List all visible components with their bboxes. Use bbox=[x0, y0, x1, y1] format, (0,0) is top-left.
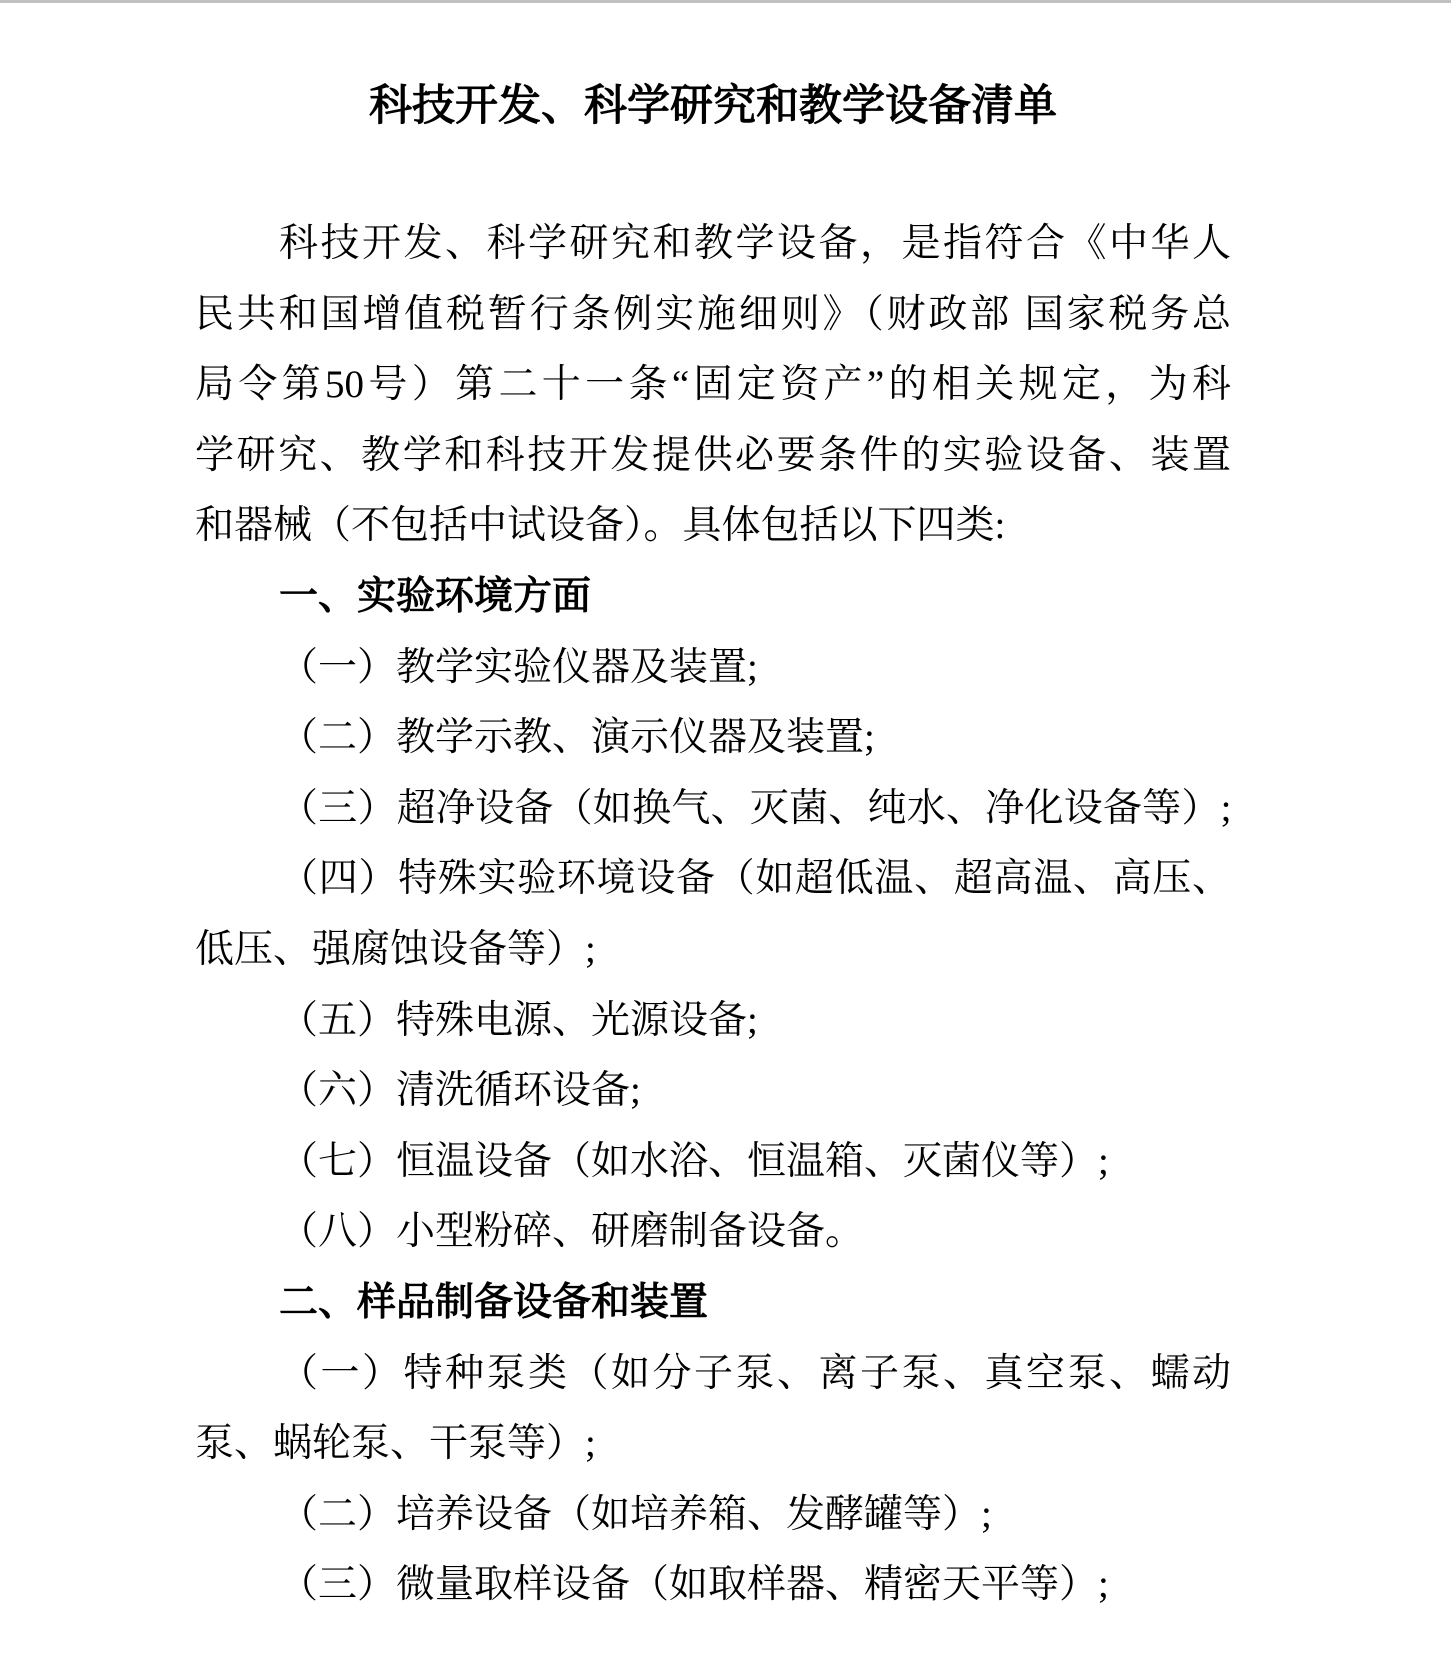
list-item-line: （一）教学实验仪器及装置; bbox=[279, 645, 758, 689]
list-item-line: （七）恒温设备（如水浴、恒温箱、灭菌仪等）; bbox=[279, 1139, 1109, 1183]
intro-line: 局令第50号）第二十一条“固定资产”的相关规定，为科 bbox=[195, 363, 1231, 407]
intro-line: 学研究、教学和科技开发提供必要条件的实验设备、装置 bbox=[195, 433, 1231, 477]
page-top-edge bbox=[0, 0, 1451, 3]
section-1-heading: 一、实验环境方面 bbox=[279, 574, 592, 618]
list-item-line: （三）微量取样设备（如取样器、精密天平等）; bbox=[279, 1563, 1109, 1607]
intro-line: 民共和国增值税暂行条例实施细则》（财政部 国家税务总 bbox=[195, 292, 1231, 336]
list-item-line: （二）教学示教、演示仪器及装置; bbox=[279, 716, 875, 760]
section-2-heading: 二、样品制备设备和装置 bbox=[279, 1280, 709, 1324]
list-item-line: （三）超净设备（如换气、灭菌、纯水、净化设备等）; bbox=[279, 786, 1231, 830]
list-item-line: （八）小型粉碎、研磨制备设备。 bbox=[279, 1210, 865, 1254]
document-title: 科技开发、科学研究和教学设备清单 bbox=[369, 83, 1057, 130]
list-item-line: （二）培养设备（如培养箱、发酵罐等）; bbox=[279, 1492, 992, 1536]
list-item-line: （五）特殊电源、光源设备; bbox=[279, 998, 758, 1042]
document-body bbox=[195, 209, 1231, 1621]
list-item-line: 低压、强腐蚀设备等）; bbox=[195, 927, 596, 971]
intro-line: 科技开发、科学研究和教学设备，是指符合《中华人 bbox=[279, 222, 1231, 265]
intro-line: 和器械（不包括中试设备）。具体包括以下四类: bbox=[195, 504, 1006, 548]
list-item-line: （四）特殊实验环境设备（如超低温、超高温、高压、 bbox=[279, 857, 1231, 901]
list-item-line: （一）特种泵类（如分子泵、离子泵、真空泵、蠕动 bbox=[279, 1351, 1231, 1395]
list-item-line: 泵、蜗轮泵、干泵等）; bbox=[195, 1422, 596, 1466]
list-item-line: （六）清洗循环设备; bbox=[279, 1069, 641, 1113]
